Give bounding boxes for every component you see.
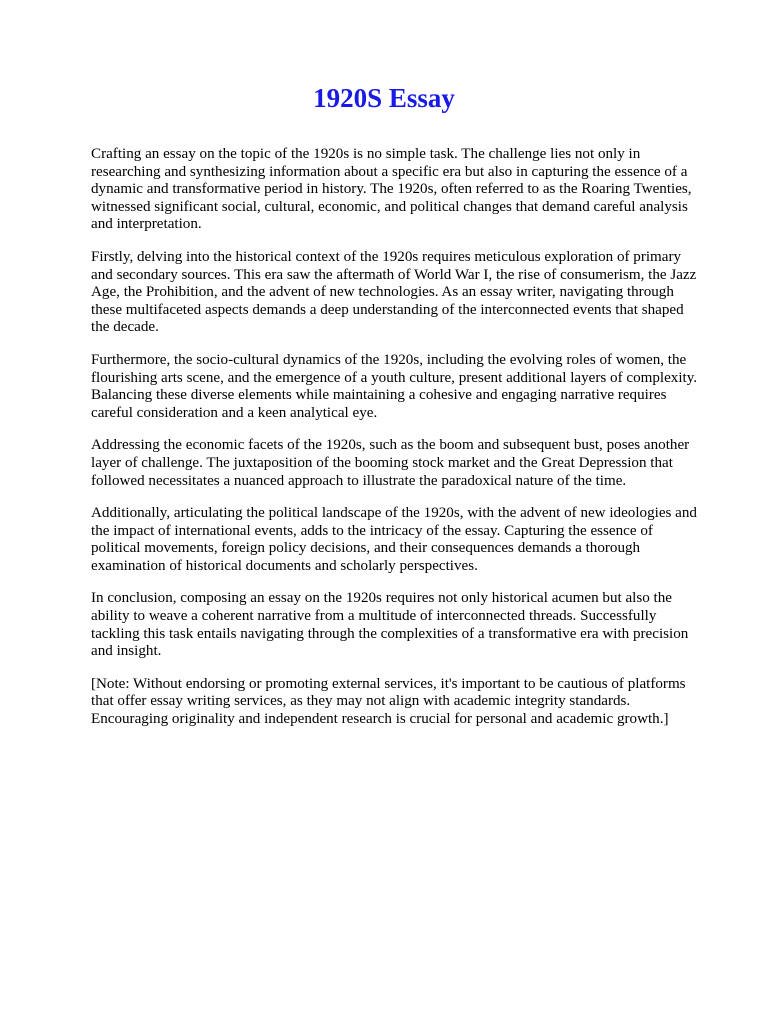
paragraph-economic: Addressing the economic facets of the 1920s, such as the boom and subsequent bust, poses another layer of challenge. The juxtaposition of the booming stock market and the Great Depression that followed necessitates a nuanced approach to illustrate the paradoxical nature of the time. — [91, 437, 690, 489]
paragraph-note: [Note: Without endorsing or promoting external services, it's important to be cautious of platforms that offer essay writing services, as they may not align with academic integrity standards. Encouraging originality and independent research is crucial for personal and academic growth.] — [91, 675, 686, 728]
document-title: 1920S Essay — [313, 83, 455, 113]
paragraph-socio-cultural: Furthermore, the socio-cultural dynamics of the 1920s, including the evolving roles of women, the flourishing arts scene, and the emergence of a youth culture, present additional layers of complexity. Balancing these diverse elements while maintaining a cohesive and engaging narrative requires careful consideration and a keen analytical eye. — [91, 351, 698, 421]
paragraph-historical-context: Firstly, delving into the historical context of the 1920s requires meticulous exploration of primary and secondary sources. This era saw the aftermath of World War I, the rise of consumerism, the Jazz Age, the Prohibition, and the advent of new technologies. As an essay writer, navigating through these multifaceted aspects demands a deep understanding of the interconnected events that shaped the decade. — [91, 248, 697, 336]
paragraph-intro: Crafting an essay on the topic of the 1920s is no simple task. The challenge lies not only in researching and synthesizing information about a specific era but also in capturing the essence of a dynamic and transformative period in history. The 1920s, often referred to as the Roaring Twenties, witnessed significant social, cultural, economic, and political changes that demand careful analysis and interpretation. — [91, 146, 692, 233]
document-body — [91, 146, 703, 744]
paragraph-conclusion: In conclusion, composing an essay on the 1920s requires not only historical acumen but also the ability to weave a coherent narrative from a multitude of interconnected threads. Successfully tackling this task entails navigating through the complexities of a transformative era with precision and insight. — [91, 590, 689, 660]
paragraph-political: Additionally, articulating the political landscape of the 1920s, with the advent of new ideologies and the impact of international events, adds to the intricacy of the essay. Capturing the essence of political movements, foreign policy decisions, and their consequences demands a thorough examination of historical documents and scholarly perspectives. — [91, 505, 697, 574]
